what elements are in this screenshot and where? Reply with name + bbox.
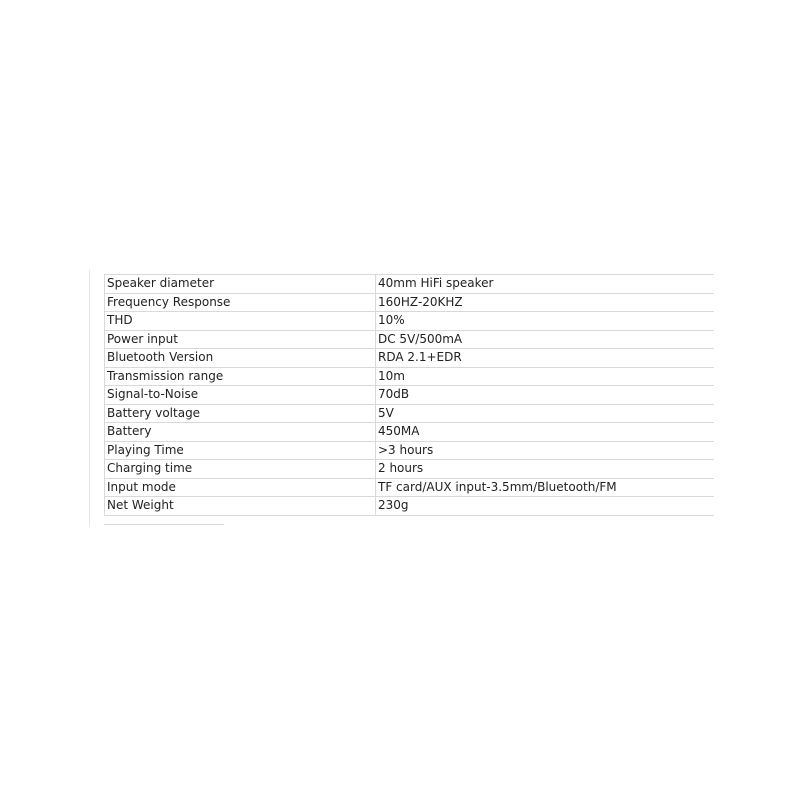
left-divider	[89, 270, 90, 526]
table-row	[105, 312, 715, 331]
table-row	[105, 349, 715, 368]
table-footer-rule	[104, 524, 224, 525]
spec-value: TF card/AUX input-3.5mm/Bluetooth/FM	[376, 478, 715, 497]
table-row	[105, 386, 715, 405]
spec-value: 10m	[376, 367, 715, 386]
spec-label: Playing Time	[105, 441, 376, 460]
spec-value: 2 hours	[376, 460, 715, 479]
table-row	[105, 460, 715, 479]
spec-label: Net Weight	[105, 497, 376, 516]
table-row	[105, 423, 715, 442]
spec-label: Transmission range	[105, 367, 376, 386]
spec-label: Charging time	[105, 460, 376, 479]
spec-value: >3 hours	[376, 441, 715, 460]
spec-value: 5V	[376, 404, 715, 423]
spec-table	[104, 274, 714, 516]
table-row	[105, 478, 715, 497]
spec-label: Battery voltage	[105, 404, 376, 423]
spec-value: 10%	[376, 312, 715, 331]
spec-value: 450MA	[376, 423, 715, 442]
spec-label: Signal-to-Noise	[105, 386, 376, 405]
table-row	[105, 275, 715, 294]
spec-value: 230g	[376, 497, 715, 516]
spec-value: 70dB	[376, 386, 715, 405]
spec-label: Speaker diameter	[105, 275, 376, 294]
spec-label: Input mode	[105, 478, 376, 497]
table-row	[105, 441, 715, 460]
spec-label: Battery	[105, 423, 376, 442]
spec-label: Bluetooth Version	[105, 349, 376, 368]
table-row	[105, 293, 715, 312]
spec-value: 40mm HiFi speaker	[376, 275, 715, 294]
spec-label: Power input	[105, 330, 376, 349]
table-row	[105, 367, 715, 386]
spec-label: Frequency Response	[105, 293, 376, 312]
spec-value: 160HZ-20KHZ	[376, 293, 715, 312]
spec-value: RDA 2.1+EDR	[376, 349, 715, 368]
table-row	[105, 404, 715, 423]
table-row	[105, 497, 715, 516]
table-row	[105, 330, 715, 349]
spec-label: THD	[105, 312, 376, 331]
spec-value: DC 5V/500mA	[376, 330, 715, 349]
